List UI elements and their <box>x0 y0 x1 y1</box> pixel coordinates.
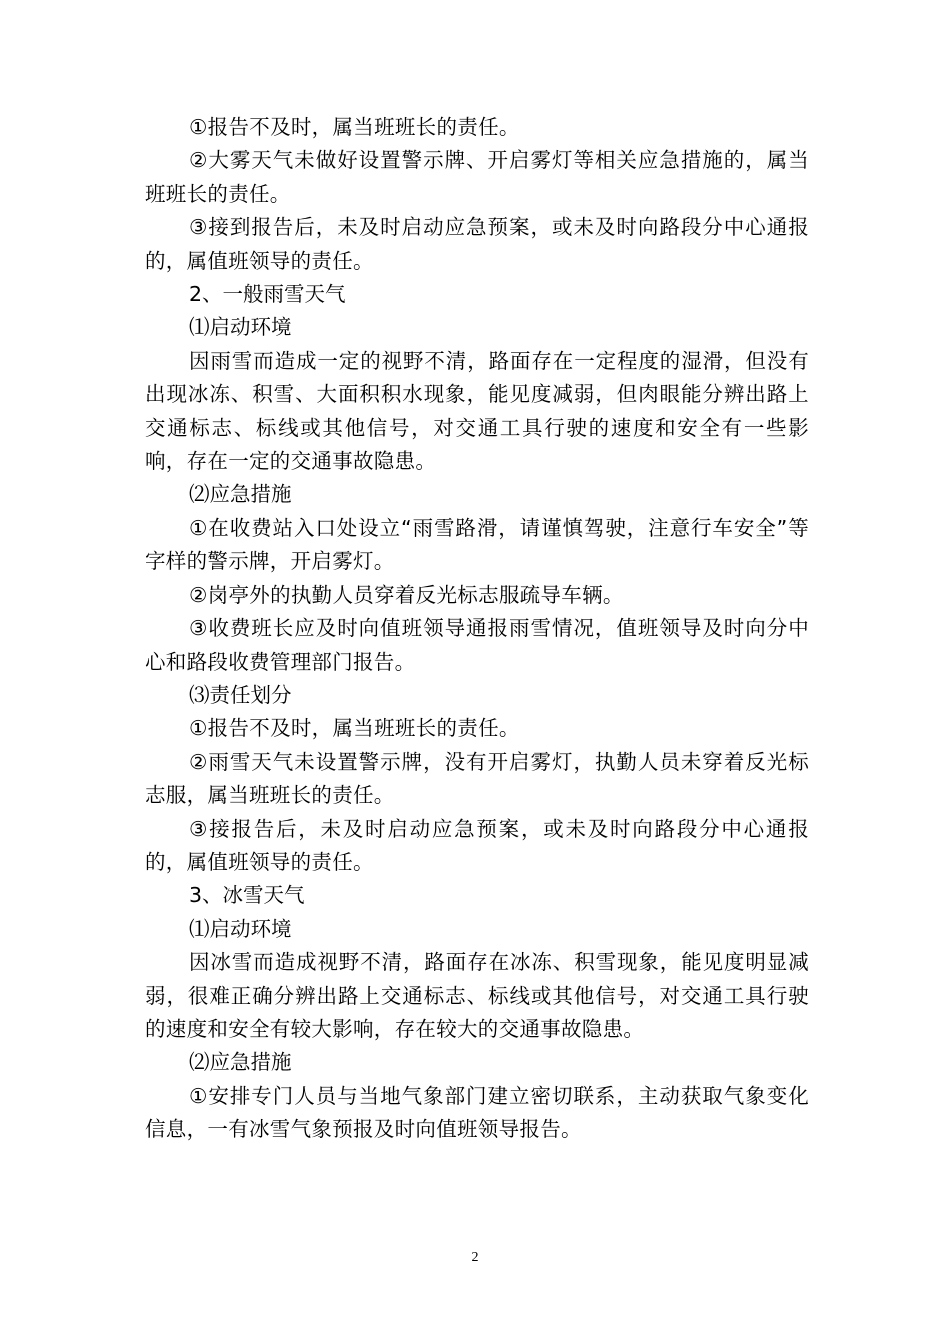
paragraph-weather-liaison: ①安排专门人员与当地气象部门建立密切联系，主动获取气象变化信息，一有冰雪气象预报及时向值班领导报告。 <box>145 1083 809 1142</box>
paragraph-rain-snow-environment: 因雨雪而造成一定的视野不清，路面存在一定程度的湿滑，但没有出现冰冻、积雪、大面积积水现象，能见度减弱，但肉眼能分辨出路上交通标志、标线或其他信号，对交通工具行驶的速度和安全有一些影响，存在一定的交通事故隐患。 <box>145 348 809 474</box>
paragraph-report-late: ①报告不及时，属当班班长的责任。 <box>189 115 520 139</box>
paragraph-report-late-2: ①报告不及时，属当班班长的责任。 <box>189 716 520 741</box>
section-heading-rain-snow: 2、一般雨雪天气 <box>189 282 346 307</box>
subheading-emergency-measures: ⑵应急措施 <box>189 482 292 507</box>
paragraph-fog-warning: ②大雾天气未做好设置警示牌、开启雾灯等相关应急措施的，属当班班长的责任。 <box>145 148 809 206</box>
paragraph-fog-report: ③接到报告后，未及时启动应急预案，或未及时向路段分中心通报的，属值班领导的责任。 <box>145 215 809 273</box>
paragraph-ice-snow-environment: 因冰雪而造成视野不清，路面存在冰冻、积雪现象，能见度明显减弱，很难正确分辨出路上交通标志、标线或其他信号，对交通工具行驶的速度和安全有较大影响，存在较大的交通事故隐患。 <box>145 950 809 1041</box>
paragraph-no-warning-sign: ②雨雪天气未设置警示牌，没有开启雾灯，执勤人员未穿着反光标志服，属当班班长的责任。 <box>145 749 809 808</box>
paragraph-warning-sign: ①在收费站入口处设立“雨雪路滑，请谨慎驾驶，注意行车安全”等字样的警示牌，开启雾灯。 <box>145 515 809 574</box>
subheading-emergency-measures-2: ⑵应急措施 <box>189 1050 292 1075</box>
subheading-start-environment: ⑴启动环境 <box>189 315 292 340</box>
page-number: 2 <box>471 1250 479 1265</box>
section-heading-ice-snow: 3、冰雪天气 <box>189 883 305 908</box>
document-body <box>145 111 809 1147</box>
subheading-start-environment-2: ⑴启动环境 <box>189 916 292 941</box>
paragraph-notify-leader: ③收费班长应及时向值班领导通报雨雪情况，值班领导及时向分中心和路段收费管理部门报告。 <box>145 616 809 674</box>
paragraph-duty-staff: ②岗亭外的执勤人员穿着反光标志服疏导车辆。 <box>189 582 624 607</box>
subheading-responsibility: ⑶责任划分 <box>189 682 292 707</box>
paragraph-no-plan: ③接报告后，未及时启动应急预案，或未及时向路段分中心通报的，属值班领导的责任。 <box>145 816 809 874</box>
